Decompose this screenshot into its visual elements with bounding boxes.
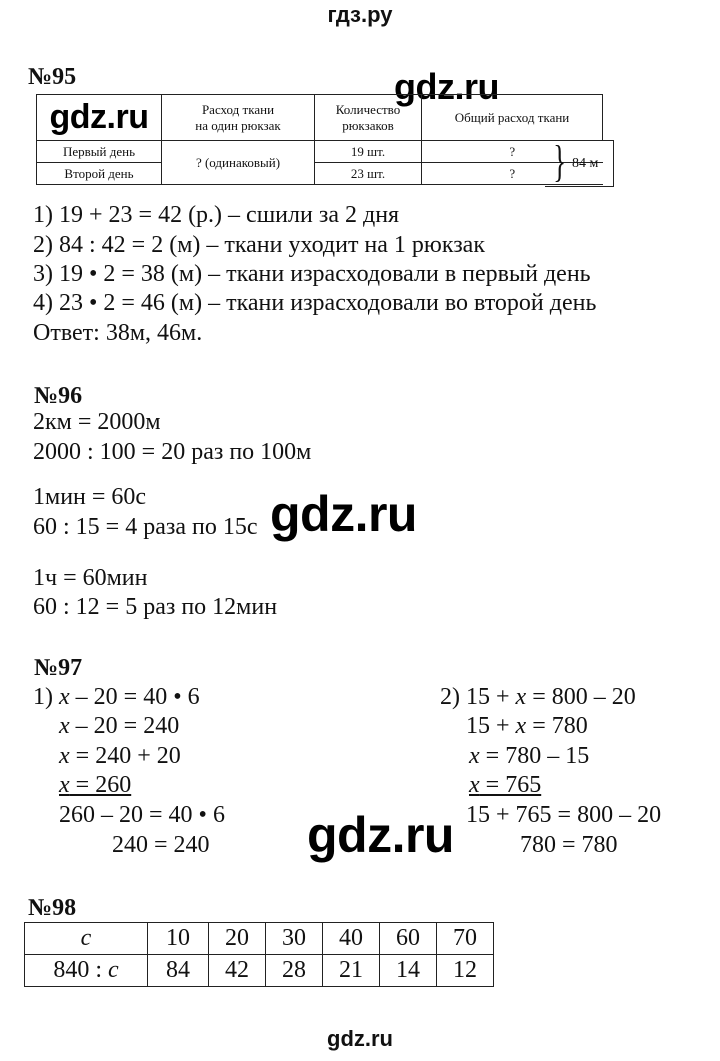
equation-line: 1) x – 20 = 40 • 6 <box>33 684 200 710</box>
fabric-table <box>36 94 603 185</box>
c-value: 60 <box>380 923 437 955</box>
watermark: gdz.ru <box>270 486 417 542</box>
solution-line: 1) 19 + 23 = 42 (р.) – сшили за 2 дня <box>33 202 400 228</box>
row-count: 19 шт. <box>315 141 422 163</box>
site-footer: gdz.ru <box>327 1026 393 1051</box>
equation-line: 15 + x = 780 <box>466 713 588 739</box>
result-value: 28 <box>266 955 323 987</box>
result-value: 21 <box>323 955 380 987</box>
result-value: 84 <box>148 955 209 987</box>
row-label-c: c <box>25 923 148 955</box>
table-header-total: Общий расход ткани <box>422 95 603 141</box>
row-count: 23 шт. <box>315 163 422 185</box>
division-table <box>24 922 494 987</box>
row-total: ? <box>422 141 603 163</box>
row-label: Первый день <box>37 141 162 163</box>
table-row <box>25 955 494 987</box>
table-row <box>25 923 494 955</box>
c-value: 70 <box>437 923 494 955</box>
equation-line: 2) 15 + x = 800 – 20 <box>440 684 636 710</box>
solution-line: 2км = 2000м <box>33 409 161 435</box>
row-total: ? <box>422 163 603 185</box>
shared-rate-cell: ? (одинаковый) <box>162 141 315 185</box>
solution-line: 3) 19 • 2 = 38 (м) – ткани израсходовали в первый день <box>33 261 591 287</box>
equation-line: x = 240 + 20 <box>59 743 181 769</box>
check-line: 260 – 20 = 40 • 6 <box>59 802 225 828</box>
row-label: Второй день <box>37 163 162 185</box>
table-row <box>37 141 603 163</box>
c-value: 40 <box>323 923 380 955</box>
check-line: 15 + 765 = 800 – 20 <box>466 802 662 828</box>
task-number: №98 <box>28 895 77 921</box>
equation-result: x = 260 <box>59 772 132 798</box>
task-number: №96 <box>34 383 83 409</box>
table-row <box>37 163 603 185</box>
answer-line: Ответ: 38м, 46м. <box>33 320 203 346</box>
solution-line: 2) 84 : 42 = 2 (м) – ткани уходит на 1 рюкзак <box>33 232 485 258</box>
solution-line: 2000 : 100 = 20 раз по 100м <box>33 439 312 465</box>
result-value: 42 <box>209 955 266 987</box>
watermark: gdz.ru <box>49 98 149 136</box>
watermark: gdz.ru <box>307 807 454 863</box>
brace-symbol: } <box>553 137 566 186</box>
solution-line: 1ч = 60мин <box>33 565 148 591</box>
table-header-count <box>315 95 422 141</box>
c-value: 30 <box>266 923 323 955</box>
check-line: 780 = 780 <box>520 832 618 858</box>
solution-line: 4) 23 • 2 = 46 (м) – ткани израсходовали во второй день <box>33 290 597 316</box>
c-value: 20 <box>209 923 266 955</box>
header-text: Расход ткани <box>201 101 275 117</box>
header-text: на один рюкзак <box>195 117 281 133</box>
solution-line: 60 : 15 = 4 раза по 15с <box>33 514 258 540</box>
header-text: рюкзаков <box>342 117 394 133</box>
watermark: gdz.ru <box>394 66 499 107</box>
equation-line: x = 780 – 15 <box>469 743 590 769</box>
c-value: 10 <box>148 923 209 955</box>
result-value: 14 <box>380 955 437 987</box>
equation-result: x = 765 <box>469 772 542 798</box>
table-corner-cell <box>37 95 162 141</box>
task-number: №95 <box>28 64 77 90</box>
header-text: Количество <box>335 101 401 117</box>
solution-line: 60 : 12 = 5 раз по 12мин <box>33 594 278 620</box>
task-number: №97 <box>34 655 83 681</box>
table-header-rate <box>162 95 315 141</box>
solution-line: 1мин = 60с <box>33 484 147 510</box>
check-line: 240 = 240 <box>112 832 210 858</box>
result-value: 12 <box>437 955 494 987</box>
equation-line: x – 20 = 240 <box>59 713 180 739</box>
row-label-expression: 840 : c <box>25 955 148 987</box>
brace-total: 84 м <box>572 156 599 171</box>
site-header: гдз.ру <box>327 2 393 27</box>
